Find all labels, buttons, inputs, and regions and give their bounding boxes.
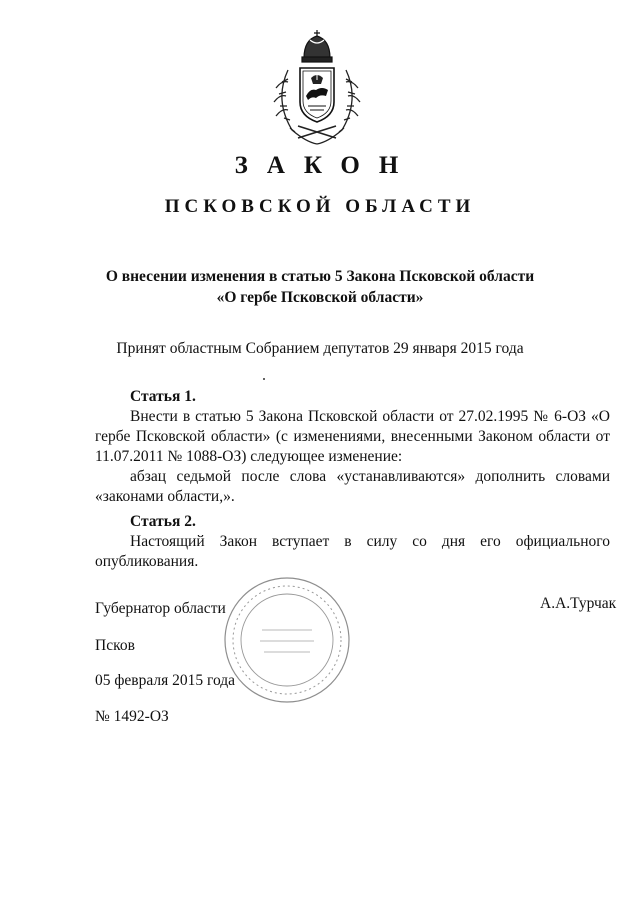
- law-title: ЗАКОН: [234, 152, 418, 179]
- article-2-paragraph: Настоящий Закон вступает в силу со дня его официального опубликования.: [95, 533, 610, 570]
- article-2-title: Статья 2.: [130, 513, 196, 530]
- law-heading-line-2: «О гербе Псковской области»: [216, 289, 424, 306]
- official-stamp: [222, 575, 352, 705]
- article-1-title: Статья 1.: [130, 388, 196, 405]
- article-1-paragraph-2: абзац седьмой после слова «устанавливаются» дополнить словами «законами области,».: [95, 468, 610, 505]
- law-heading-line-1: О внесении изменения в статью 5 Закона Псковской области: [105, 268, 535, 285]
- city: Псков: [95, 637, 135, 654]
- signatory-position: Губернатор области: [95, 600, 226, 617]
- adoption-line: Принят областным Собранием депутатов 29 января 2015 года: [116, 340, 524, 357]
- coat-of-arms-emblem: [268, 30, 366, 150]
- signatory-name: А.А.Турчак: [540, 595, 617, 612]
- region-title: ПСКОВСКОЙ ОБЛАСТИ: [164, 196, 476, 217]
- law-number: № 1492-ОЗ: [95, 708, 169, 725]
- signing-date: 05 февраля 2015 года: [95, 672, 236, 689]
- article-1-paragraph-1: Внести в статью 5 Закона Псковской области от 27.02.1995 № 6-ОЗ «О гербе Псковской области» (с изменениями, внесенными Законом области от 11.07.2011 № 1088-ОЗ) следующее изменение:: [95, 408, 610, 465]
